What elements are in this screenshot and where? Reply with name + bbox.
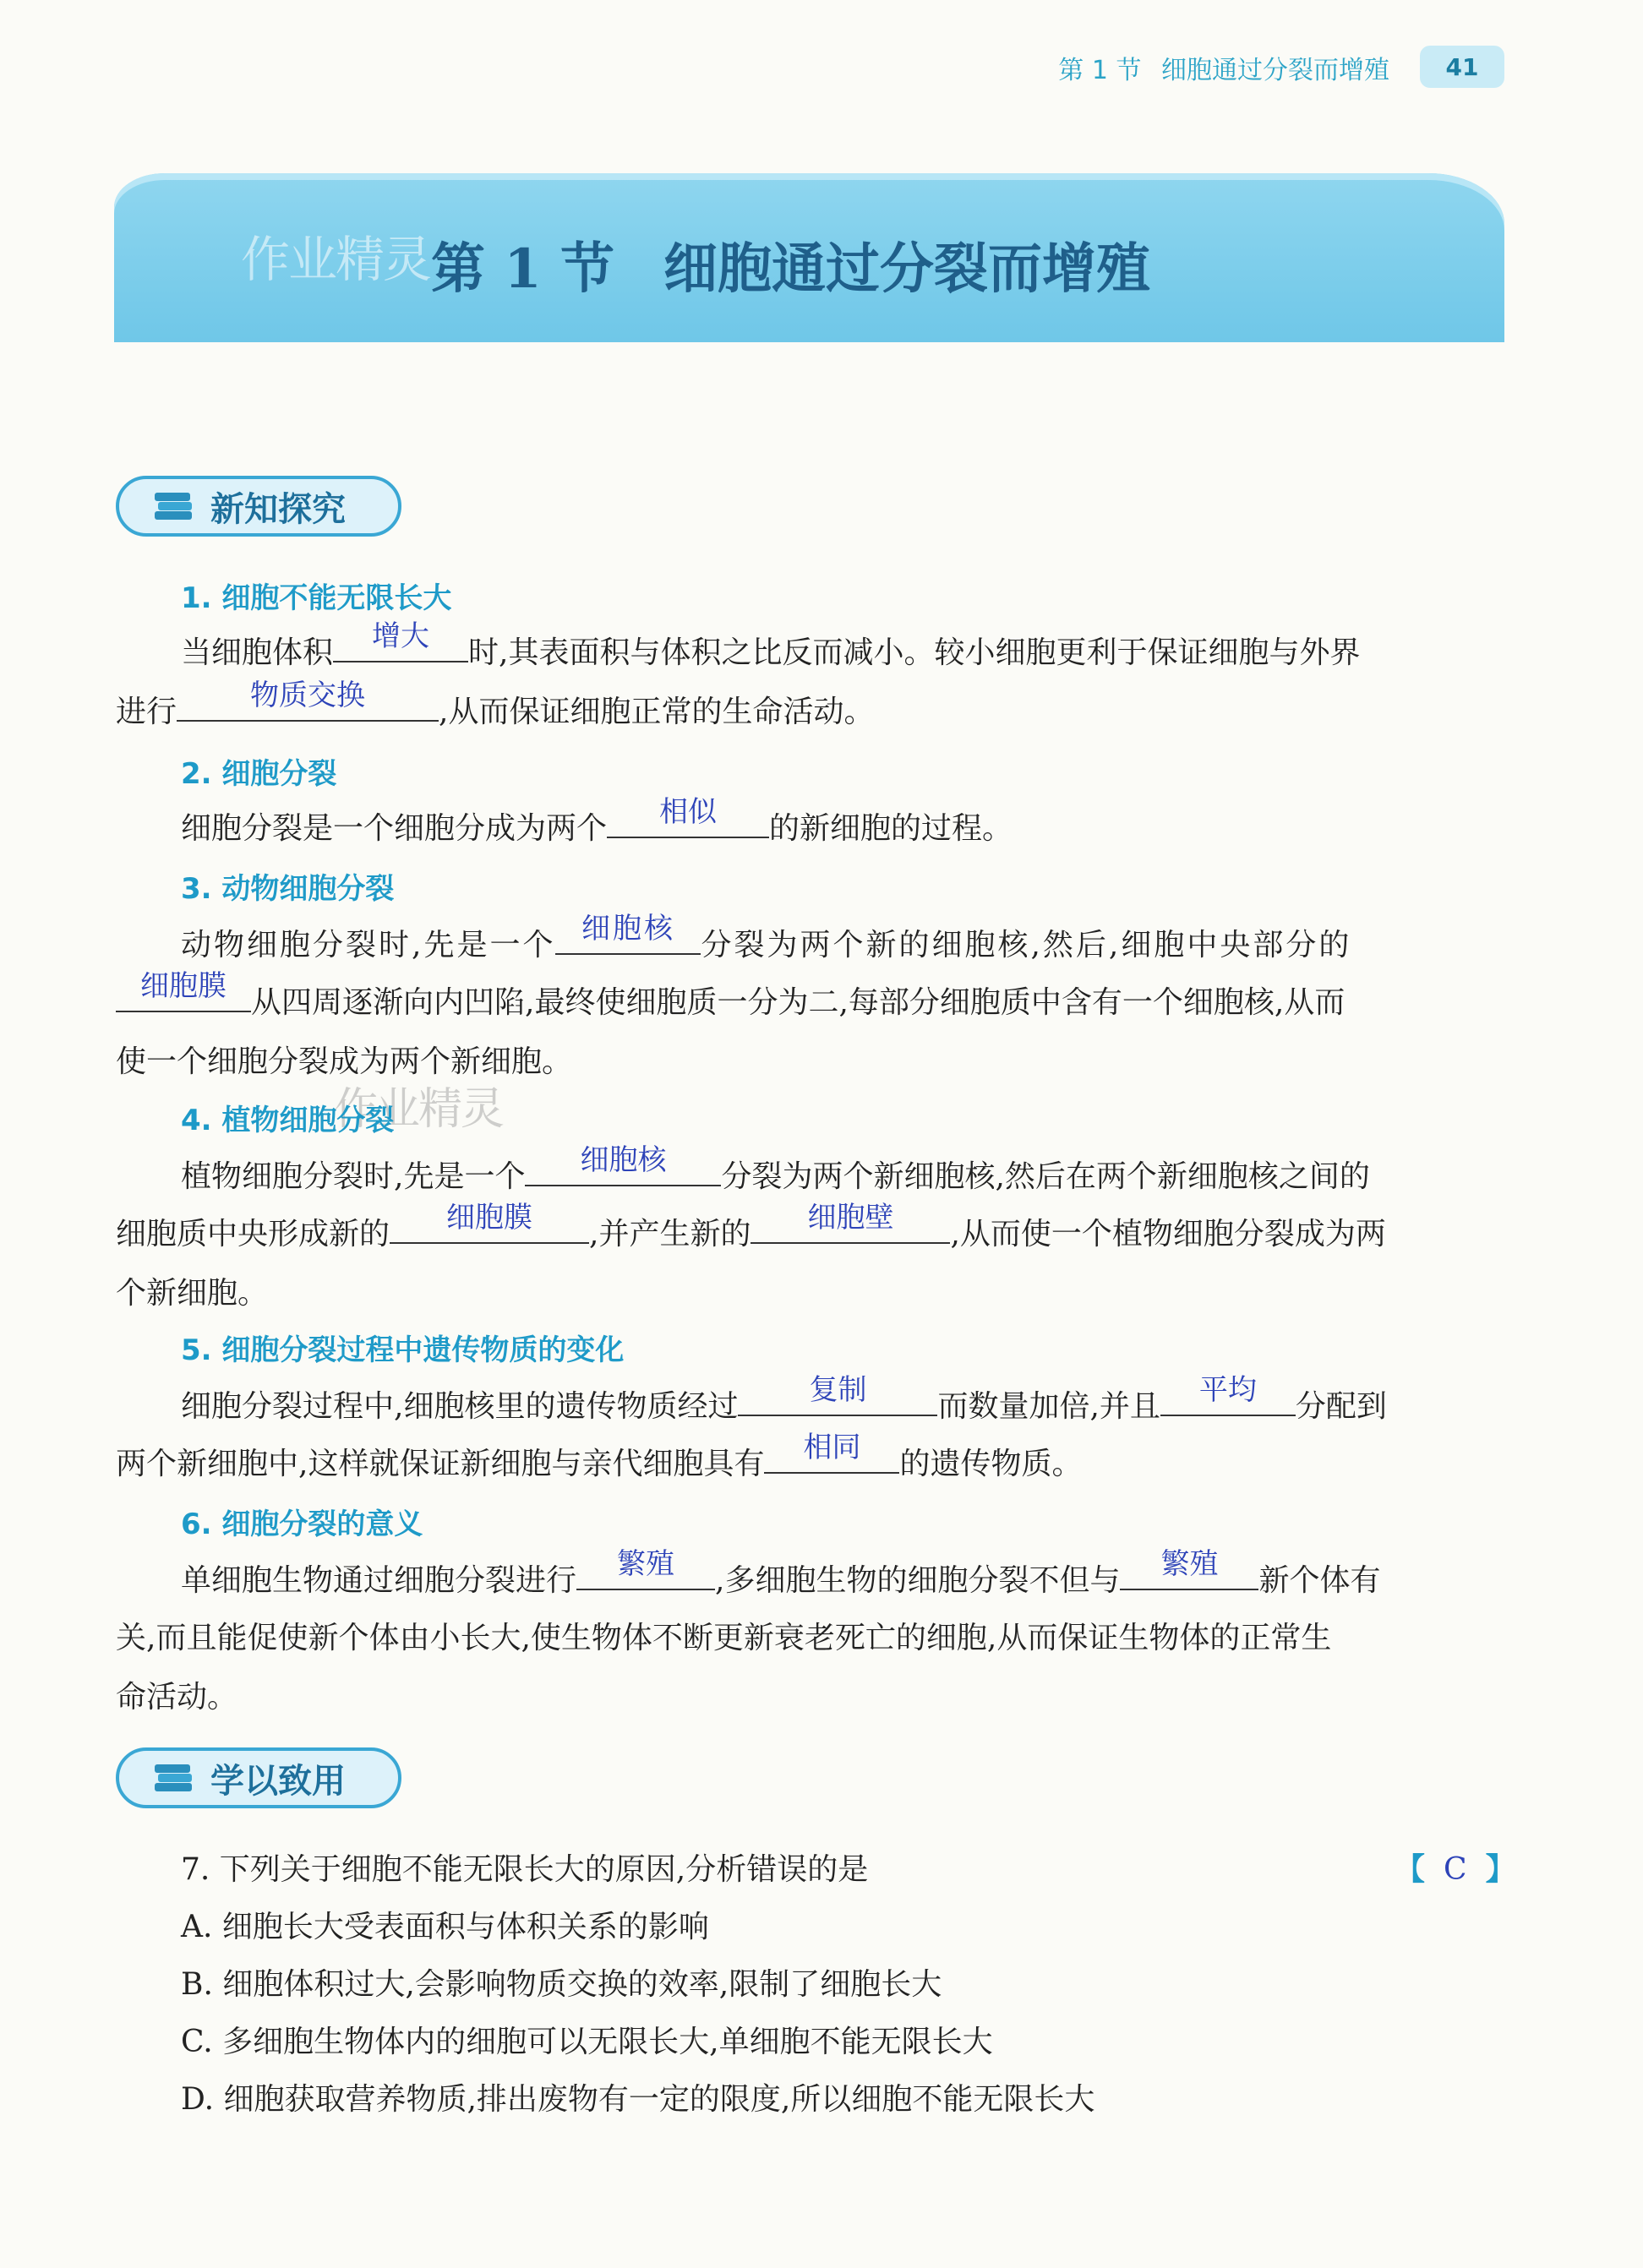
heading-5: 5. 细胞分裂过程中遗传物质的变化 bbox=[181, 1333, 625, 1367]
paragraph-3-line-3: 使一个细胞分裂成为两个新细胞。 bbox=[116, 1044, 573, 1079]
text: 两个新细胞中,这样就保证新细胞与亲代细胞具有 bbox=[116, 1447, 765, 1481]
text: 动物细胞分裂时,先是一个 bbox=[181, 928, 556, 962]
answer-7: 细胞膜 bbox=[446, 1201, 533, 1235]
mid-watermark: 作业精灵 bbox=[334, 1084, 504, 1135]
books-icon bbox=[151, 1761, 195, 1795]
paragraph-2 bbox=[181, 795, 1013, 848]
paragraph-4-line-1 bbox=[181, 1143, 1370, 1196]
answer-3: 相似 bbox=[659, 795, 718, 829]
option-d: D. 细胞获取营养物质,排出废物有一定的限度,所以细胞不能无限长大 bbox=[181, 2082, 1095, 2117]
blank-8 bbox=[751, 1201, 950, 1244]
answer-11: 相同 bbox=[803, 1431, 861, 1464]
text: 分裂为两个新细胞核,然后在两个新细胞核之间的 bbox=[721, 1159, 1370, 1194]
text: 从四周逐渐向内凹陷,最终使细胞质一分为二,每部分细胞质中含有一个细胞核,从而 bbox=[251, 985, 1346, 1020]
text: ,多细胞生物的细胞分裂不但与 bbox=[715, 1563, 1121, 1598]
paragraph-6-line-2: 关,而且能促使新个体由小长大,使生物体不断更新衰老死亡的细胞,从而保证生物体的正常生 bbox=[116, 1621, 1332, 1655]
text: 而数量加倍,并且 bbox=[937, 1389, 1160, 1424]
running-header bbox=[1046, 49, 1389, 86]
heading-2: 2. 细胞分裂 bbox=[181, 757, 337, 791]
answer-13: 繁殖 bbox=[1160, 1547, 1219, 1581]
option-b: B. 细胞体积过大,会影响物质交换的效率,限制了细胞长大 bbox=[181, 1967, 942, 2002]
chosen-answer: C bbox=[1444, 1852, 1467, 1887]
blank-13 bbox=[1120, 1547, 1258, 1590]
blank-7 bbox=[390, 1201, 589, 1244]
blank-12 bbox=[576, 1547, 715, 1590]
blank-2 bbox=[177, 679, 439, 722]
text: 分配到 bbox=[1295, 1389, 1387, 1424]
paragraph-1-line-1 bbox=[181, 619, 1361, 672]
paragraph-6-line-1 bbox=[181, 1547, 1381, 1600]
banner-section-number: 第 1 节 bbox=[431, 237, 615, 301]
text: 时,其表面积与体积之比反而减小。较小细胞更利于保证细胞与外界 bbox=[468, 635, 1361, 670]
text: 的新细胞的过程。 bbox=[769, 811, 1013, 846]
paragraph-1-line-2 bbox=[116, 679, 875, 731]
text: 新个体有 bbox=[1258, 1563, 1381, 1598]
heading-1: 1. 细胞不能无限长大 bbox=[181, 581, 452, 615]
text: 细胞质中央形成新的 bbox=[116, 1217, 390, 1251]
text: ,从而保证细胞正常的生命活动。 bbox=[439, 695, 875, 729]
answer-8: 细胞壁 bbox=[807, 1201, 894, 1235]
answer-6: 细胞核 bbox=[580, 1143, 667, 1177]
answer-10: 平均 bbox=[1198, 1373, 1257, 1407]
section-explore bbox=[116, 476, 401, 537]
paragraph-3-line-2 bbox=[116, 969, 1346, 1022]
text: ,从而使一个植物细胞分裂成为两 bbox=[950, 1217, 1386, 1251]
answer-1: 增大 bbox=[372, 619, 430, 653]
option-a: A. 细胞长大受表面积与体积关系的影响 bbox=[181, 1910, 709, 1944]
text: 的遗传物质。 bbox=[899, 1447, 1083, 1481]
answer-5: 细胞膜 bbox=[140, 969, 227, 1003]
banner-watermark: 作业精灵 bbox=[241, 231, 431, 288]
blank-11 bbox=[764, 1431, 899, 1474]
text: 植物细胞分裂时,先是一个 bbox=[181, 1159, 526, 1194]
blank-9 bbox=[738, 1373, 937, 1416]
section-explore-label: 新知探究 bbox=[210, 489, 346, 529]
answer-9: 复制 bbox=[809, 1373, 867, 1407]
question-7-stem: 7. 下列关于细胞不能无限长大的原因,分析错误的是 bbox=[181, 1852, 869, 1887]
text: ,并产生新的 bbox=[589, 1217, 751, 1251]
banner-title: 细胞通过分裂而增殖 bbox=[663, 237, 1150, 301]
text: 单细胞生物通过细胞分裂进行 bbox=[181, 1563, 577, 1598]
blank-6 bbox=[525, 1143, 721, 1186]
paragraph-3-line-1 bbox=[181, 912, 1352, 964]
paragraph-5-line-2 bbox=[116, 1431, 1083, 1483]
answer-4: 细胞核 bbox=[581, 912, 675, 946]
running-header-title: 细胞通过分裂而增殖 bbox=[1161, 56, 1389, 85]
answer-12: 繁殖 bbox=[617, 1547, 675, 1581]
text: 细胞分裂是一个细胞分成为两个 bbox=[181, 811, 608, 846]
heading-4: 4. 植物细胞分裂 bbox=[181, 1104, 395, 1137]
paragraph-5-line-1 bbox=[181, 1373, 1387, 1426]
text: 当细胞体积 bbox=[181, 635, 334, 670]
books-icon bbox=[151, 489, 195, 523]
paragraph-6-line-3: 命活动。 bbox=[116, 1680, 238, 1715]
title-banner bbox=[114, 173, 1504, 342]
answer-bracket bbox=[1395, 1845, 1516, 1889]
heading-6: 6. 细胞分裂的意义 bbox=[181, 1507, 423, 1541]
bracket-open: 【 bbox=[1395, 1851, 1426, 1887]
running-header-section: 第 1 节 bbox=[1058, 56, 1142, 85]
paragraph-4-line-2 bbox=[116, 1201, 1386, 1253]
blank-10 bbox=[1160, 1373, 1296, 1416]
text: 细胞分裂过程中,细胞核里的遗传物质经过 bbox=[181, 1389, 739, 1424]
blank-1 bbox=[333, 619, 468, 662]
text: 分裂为两个新的细胞核,然后,细胞中央部分的 bbox=[701, 928, 1352, 962]
paragraph-4-line-3: 个新细胞。 bbox=[116, 1276, 269, 1311]
page-number: 41 bbox=[1420, 46, 1504, 88]
section-apply-label: 学以致用 bbox=[210, 1761, 346, 1801]
section-apply bbox=[116, 1747, 401, 1808]
answer-2: 物质交换 bbox=[250, 679, 366, 712]
blank-4 bbox=[555, 912, 701, 955]
bracket-close: 】 bbox=[1485, 1851, 1516, 1887]
option-c: C. 多细胞生物体内的细胞可以无限长大,单细胞不能无限长大 bbox=[181, 2025, 993, 2059]
blank-5 bbox=[116, 969, 251, 1012]
heading-3: 3. 动物细胞分裂 bbox=[181, 872, 395, 906]
blank-3 bbox=[607, 795, 769, 838]
text: 进行 bbox=[116, 695, 177, 729]
